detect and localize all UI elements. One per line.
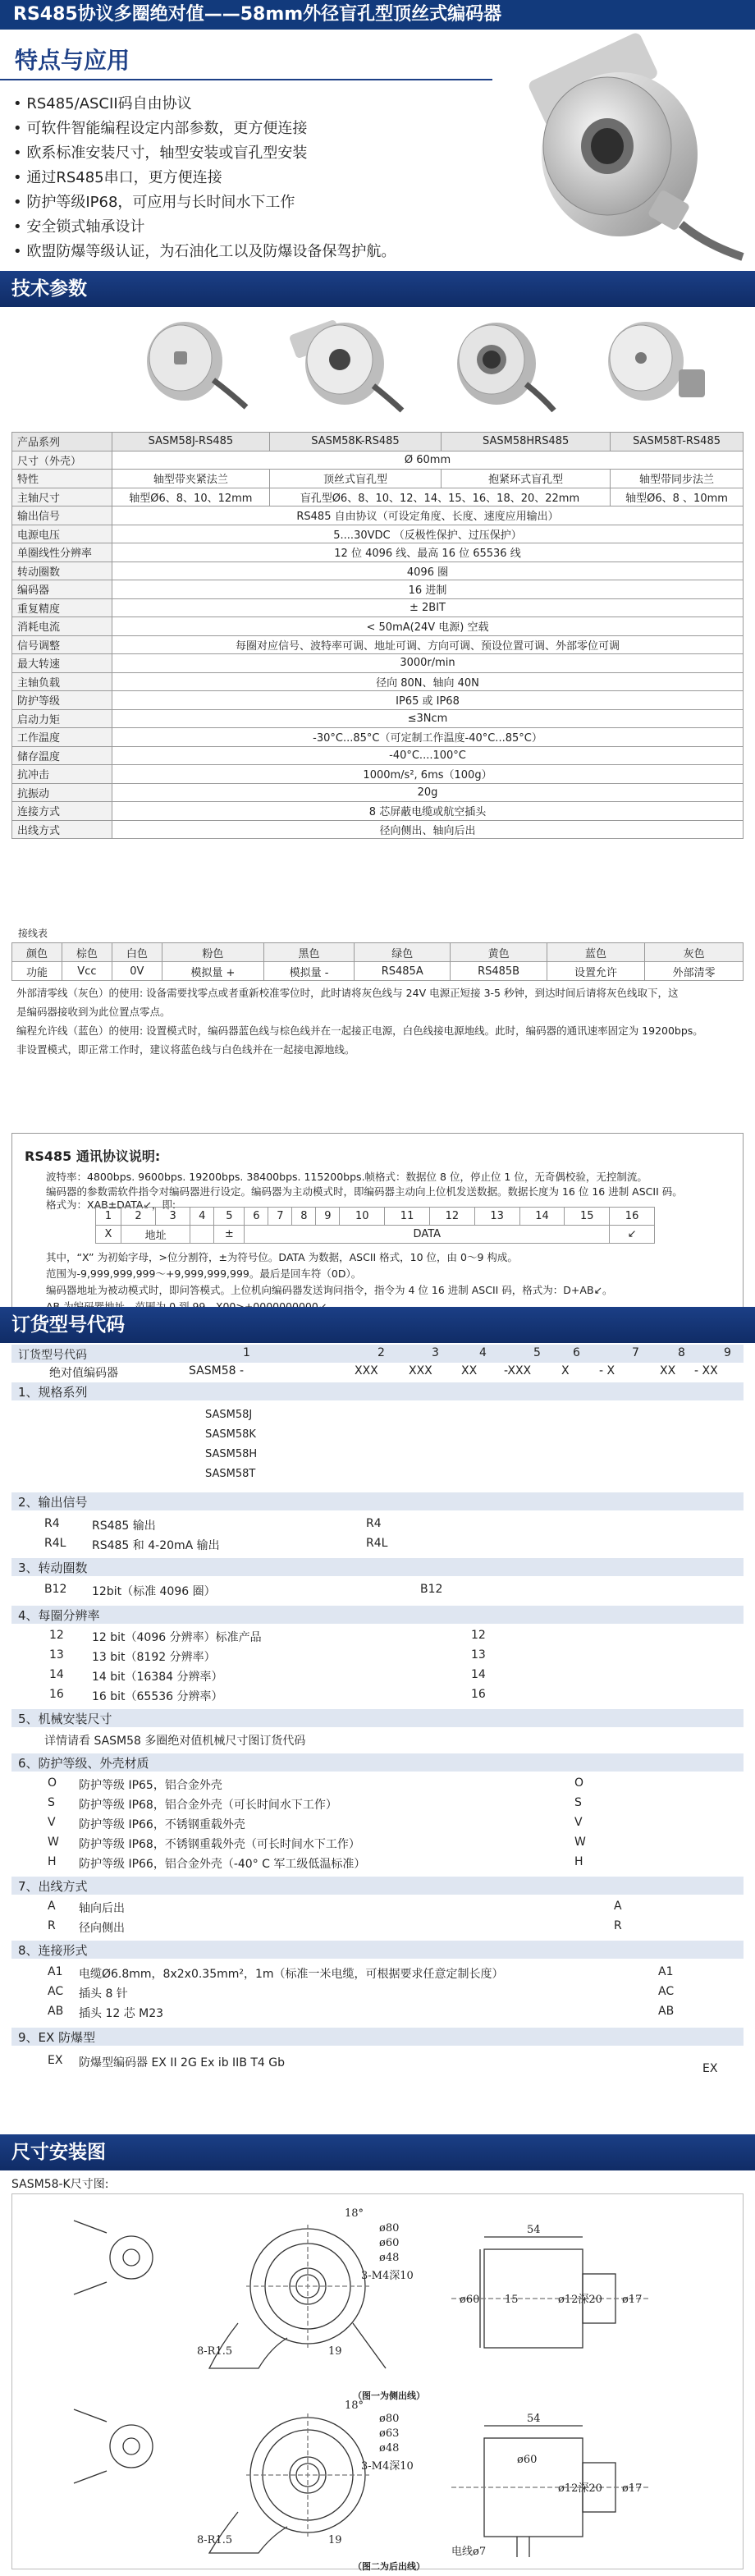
encoder-product-image (509, 31, 747, 261)
option-code: A1 (48, 1965, 63, 1978)
table-cell: X (96, 1226, 121, 1244)
encoder-photo-k (279, 310, 410, 417)
option-desc: RS485 输出 (92, 1519, 156, 1533)
dimension-label: ø17 (622, 2294, 643, 2306)
feature-item: • 欧盟防爆等级认证，为石油化工以及防爆设备保驾护航。 (13, 240, 489, 264)
table-row (12, 617, 744, 636)
option-value: R (614, 1919, 622, 1932)
code-placeholder: XX (461, 1364, 478, 1377)
option-desc: 插头 12 芯 M23 (79, 2007, 164, 2020)
table-cell: 15 (565, 1208, 610, 1226)
feature-item: • 可软件智能编程设定内部参数，更方便连接 (13, 117, 489, 141)
table-cell: 颜色 (12, 943, 62, 962)
option-value: A (614, 1900, 622, 1913)
table-cell: -40°C....100°C (112, 746, 744, 765)
section-header (11, 1606, 744, 1624)
series-option: SASM58J (205, 1409, 253, 1421)
dimension-label: 3-M4深10 (361, 2270, 414, 2282)
table-row (12, 962, 744, 981)
table-cell: 顶丝式盲孔型 (269, 470, 441, 488)
position-number: 8 (678, 1346, 685, 1359)
table-cell: 径向侧出、轴向后出 (112, 820, 744, 839)
dimension-label: ø12深20 (558, 2482, 602, 2495)
row-label: 信号调整 (12, 635, 112, 654)
dimension-label: 15 (505, 2294, 519, 2306)
section-header (11, 1558, 744, 1576)
option-code: 13 (49, 1648, 64, 1662)
wiring-notes (16, 983, 740, 1059)
table-cell: 5 (214, 1208, 245, 1226)
table-cell: 8 (292, 1208, 316, 1226)
option-desc: 16 bit（65536 分辨率） (92, 1690, 223, 1703)
section-title: 5、机械安装尺寸 (18, 1712, 112, 1726)
option-desc: 防护等级 IP65，铝合金外壳 (79, 1779, 222, 1792)
code-placeholder: XXX (409, 1364, 432, 1377)
table-cell: ↙ (610, 1226, 655, 1244)
feature-item: • 安全锁式轴承设计 (13, 215, 489, 240)
table-cell: SASM58HRS485 (442, 433, 611, 451)
features-heading: 特点与应用 (15, 47, 130, 74)
table-cell: 2 (121, 1208, 155, 1226)
table-row (12, 525, 744, 543)
table-cell: SASM58K-RS485 (269, 433, 441, 451)
series-option: SASM58H (205, 1448, 258, 1460)
table-cell: 地址 (121, 1226, 190, 1244)
option-code: V (48, 1816, 56, 1829)
table-cell: 黑色 (263, 943, 354, 962)
option-desc: 12bit（标准 4096 圈） (92, 1585, 216, 1598)
series-option: SASM58K (205, 1428, 256, 1441)
option-value: EX (702, 2062, 718, 2075)
option-value: AB (658, 2005, 675, 2018)
option-desc: 径向侧出 (79, 1922, 125, 1935)
section-header (11, 1709, 744, 1727)
model-prefix: SASM58 - (189, 1364, 245, 1377)
table-row (12, 488, 744, 506)
section-title: 2、输出信号 (18, 1495, 88, 1510)
option-value: AC (658, 1985, 675, 1998)
row-label: 电源电压 (12, 525, 112, 543)
table-cell: 3 (156, 1208, 190, 1226)
row-label: 工作温度 (12, 728, 112, 747)
table-cell: 13 (474, 1208, 519, 1226)
table-cell: 10 (340, 1208, 385, 1226)
table-cell: 黄色 (451, 943, 547, 962)
table-cell: 轴型Ø6、8、10、12mm (112, 488, 270, 506)
table-row (12, 580, 744, 599)
table-cell: 0V (112, 962, 162, 981)
table-row (96, 1208, 655, 1226)
table-cell: ± (214, 1226, 245, 1244)
option-value: 16 (471, 1688, 486, 1701)
table-cell: SASM58J-RS485 (112, 433, 270, 451)
figure-caption: （图一为侧出线） (353, 2390, 425, 2401)
section-header (11, 2028, 744, 2046)
dimension-label: 54 (527, 2413, 541, 2425)
code-placeholder: XX (660, 1364, 676, 1377)
section-header (11, 1382, 744, 1400)
table-cell: 8 芯屏蔽电缆或航空插头 (112, 802, 744, 821)
section-title: 1、规格系列 (18, 1385, 88, 1400)
option-value: R4 (366, 1517, 382, 1530)
option-code: EX (48, 2054, 63, 2067)
table-row (12, 598, 744, 617)
table-cell: -30°C...85°C（可定制工作温度-40°C...85°C） (112, 728, 744, 747)
section-header (11, 1753, 744, 1772)
section-header (11, 1941, 744, 1959)
table-cell: 16 进制 (112, 580, 744, 599)
table-row (96, 1226, 655, 1244)
row-label: 重复精度 (12, 598, 112, 617)
option-code: R (48, 1919, 56, 1932)
feature-item: • 欧系标准安装尺寸，轴型安装或盲孔型安装 (13, 141, 489, 166)
table-row (12, 746, 744, 765)
table-cell: 5....30VDC （反极性保护、过压保护） (112, 525, 744, 543)
table-cell: Ø 60mm (112, 451, 744, 470)
position-number: 4 (479, 1346, 487, 1359)
option-value: R4L (366, 1537, 388, 1550)
table-cell: 轴型Ø6、8 、10mm (611, 488, 744, 506)
option-desc: 防爆型编码器 EX II 2G Ex ib IIB T4 Gb (79, 2056, 286, 2070)
dimension-label: ø48 (379, 2252, 400, 2264)
table-cell: 14 (519, 1208, 565, 1226)
code-placeholder: - X (599, 1364, 615, 1377)
option-value: O (574, 1776, 584, 1790)
table-cell: 白色 (112, 943, 162, 962)
dimension-drawing-rear-outlet (25, 2397, 730, 2561)
table-cell: 12 位 4096 线、最高 16 位 65536 线 (112, 543, 744, 562)
encoder-photo-j (123, 310, 254, 417)
option-value: 12 (471, 1629, 486, 1642)
table-cell: ± 2BIT (112, 598, 744, 617)
table-cell: 轴型带同步法兰 (611, 470, 744, 488)
dimensions-subtitle: SASM58-K尺寸图: (11, 2178, 109, 2191)
table-cell: 设置允许 (547, 962, 645, 981)
option-desc: 13 bit（8192 分辨率） (92, 1651, 216, 1664)
table-cell: 功能 (12, 962, 62, 981)
table-cell: 棕色 (62, 943, 112, 962)
rs485-note: 范围为-9,999,999,999～+9,999,999,999。最后是回车符（0D）。 (46, 1267, 362, 1280)
table-cell: RS485B (451, 962, 547, 981)
option-desc: 插头 8 针 (79, 1987, 128, 2001)
table-cell: 模拟量 + (162, 962, 263, 981)
figure-caption: （图二为后出线） (353, 2561, 425, 2572)
dimension-label: ø80 (379, 2413, 400, 2425)
table-cell: 1 (96, 1208, 121, 1226)
dimension-label: 8-R1.5 (197, 2345, 233, 2358)
option-value: H (574, 1855, 583, 1868)
tech-heading: 技术参数 (0, 271, 755, 307)
dimension-label: ø63 (379, 2427, 400, 2440)
code-placeholder: - XX (694, 1364, 718, 1377)
option-desc: 轴向后出 (79, 1902, 125, 1915)
row-label: 编码器 (12, 580, 112, 599)
table-cell: 抱紧环式盲孔型 (442, 470, 611, 488)
dimension-label: 18° (345, 2207, 364, 2220)
wiring-table (11, 942, 744, 981)
row-label: 最大转速 (12, 654, 112, 673)
product-name: 绝对值编码器 (49, 1367, 118, 1380)
option-value: A1 (658, 1965, 674, 1978)
section-title: 7、出线方式 (18, 1879, 88, 1894)
table-cell: RS485 自由协议（可设定角度、长度、速度应用输出） (112, 506, 744, 525)
option-desc: 12 bit（4096 分辨率）标准产品 (92, 1631, 262, 1644)
rs485-title: RS485 通讯协议说明: (25, 1148, 161, 1164)
option-value: B12 (420, 1583, 443, 1596)
option-desc: 防护等级 IP68，不锈钢重载外壳（可长时间水下工作） (79, 1838, 360, 1851)
dimension-label: ø80 (379, 2222, 400, 2235)
row-label: 输出信号 (12, 506, 112, 525)
option-code: B12 (44, 1583, 67, 1596)
table-cell: 径向 80N、轴向 40N (112, 672, 744, 691)
dimension-label: ø60 (517, 2454, 538, 2466)
dimension-label: ø17 (622, 2482, 643, 2495)
table-row (12, 802, 744, 821)
table-row (12, 691, 744, 710)
table-cell: 4 (190, 1208, 214, 1226)
table-row (12, 820, 744, 839)
rs485-line: 格式为：XAB±DATA↙，即: (46, 1199, 176, 1211)
dimension-label: 3-M4深10 (361, 2460, 414, 2473)
option-code: 16 (49, 1688, 64, 1701)
note-line: 编程允许线（蓝色）的使用: 设置模式时，编码器蓝色线与棕色线并在一起接正电源，白色线接电源地线。此时，编码器的通讯速率固定为 19200bps。 (16, 1024, 703, 1037)
table-cell: 3000r/min (112, 654, 744, 673)
table-cell: 9 (316, 1208, 340, 1226)
table-cell: 6 (245, 1208, 268, 1226)
feature-item: • 通过RS485串口，更方便连接 (13, 166, 489, 190)
table-cell: ≤3Ncm (112, 709, 744, 728)
dimension-label: 8-R1.5 (197, 2534, 233, 2546)
position-number: 2 (378, 1346, 385, 1359)
ordering-heading: 订货型号代码 (0, 1307, 755, 1343)
option-desc: 14 bit（16384 分辨率） (92, 1671, 223, 1684)
row-label: 抗冲击 (12, 765, 112, 784)
row-label: 启动力矩 (12, 709, 112, 728)
feature-list (13, 92, 489, 264)
table-row (12, 543, 744, 562)
row-label: 特性 (12, 470, 112, 488)
code-placeholder: XXX (355, 1364, 378, 1377)
dimension-label: 18° (345, 2400, 364, 2412)
option-desc: 电缆Ø6.8mm，8x2x0.35mm²，1m（标准一米电缆，可根据要求任意定制长度） (79, 1968, 504, 1981)
table-row (12, 943, 744, 962)
page-title: RS485协议多圈绝对值——58mm外径盲孔型顶丝式编码器 (0, 0, 755, 30)
dimension-label: 54 (527, 2224, 541, 2236)
table-row (12, 672, 744, 691)
frame-format-table (95, 1207, 655, 1244)
table-cell: < 50mA(24V 电源) 空载 (112, 617, 744, 636)
dimension-label: ø60 (460, 2294, 480, 2306)
rs485-note: 其中，“X” 为初始字母，>位分割符，±为符号位。DATA 为数据，ASCII 格式，10 位，由 0～9 构成。 (46, 1251, 518, 1263)
table-cell: 模拟量 - (263, 962, 354, 981)
dimension-label: 19 (328, 2345, 342, 2358)
option-desc: RS485 和 4-20mA 输出 (92, 1539, 220, 1552)
position-number: 6 (573, 1346, 580, 1359)
divider (0, 79, 492, 80)
position-number: 3 (432, 1346, 439, 1359)
rs485-note: 编码器地址为被动模式时，即问答模式。上位机向编码器发送询问指令，指令为 4 位 16 进制 ASCII 码，格式为：D+AB↙。 (46, 1284, 613, 1296)
section-header (11, 1492, 744, 1510)
section-title: 9、EX 防爆型 (18, 2030, 96, 2045)
row-label: 主轴尺寸 (12, 488, 112, 506)
encoder-photo-t (587, 310, 718, 417)
row-label: 出线方式 (12, 820, 112, 839)
table-cell (190, 1226, 214, 1244)
note-line: 非设置模式，即正常工作时，建议将蓝色线与白色线并在一起接电源地线。 (16, 1043, 355, 1056)
table-row (12, 506, 744, 525)
table-row (12, 470, 744, 488)
position-number: 5 (533, 1346, 541, 1359)
row-label: 产品系列 (12, 433, 112, 451)
table-row (12, 654, 744, 673)
table-row (12, 709, 744, 728)
table-cell: 20g (112, 783, 744, 802)
table-cell: 7 (268, 1208, 292, 1226)
option-code: A (48, 1900, 56, 1913)
table-cell: 绿色 (355, 943, 451, 962)
row-label: 主轴负载 (12, 672, 112, 691)
option-code: R4 (44, 1517, 60, 1530)
table-row (12, 783, 744, 802)
option-code: O (48, 1776, 57, 1790)
wiring-label: 接线表 (18, 928, 48, 939)
dimension-label: 电线ø7 (451, 2546, 487, 2558)
code-placeholder: -XXX (504, 1364, 532, 1377)
row-label: 储存温度 (12, 746, 112, 765)
row-label: 尺寸（外壳） (12, 451, 112, 470)
table-cell: 盲孔型Ø6、8、10、12、14、15、16、18、20、22mm (269, 488, 610, 506)
position-number: 1 (243, 1346, 250, 1359)
dimension-label: ø12深20 (558, 2294, 602, 2306)
option-code: W (48, 1836, 59, 1849)
table-cell: 轴型带夹紧法兰 (112, 470, 270, 488)
section-title: 8、连接形式 (18, 1943, 88, 1958)
rs485-line: 编码器的参数需软件指令对编码器进行设定。编码器为主动模式时，即编码器主动向上位机发送数据。数据长度为 16 位 16 进制 ASCII 码。 (46, 1185, 683, 1198)
row-label: 连接方式 (12, 802, 112, 821)
table-cell: SASM58T-RS485 (611, 433, 744, 451)
table-row (12, 635, 744, 654)
table-cell: 灰色 (645, 943, 744, 962)
ordering-header-row (11, 1345, 744, 1363)
option-code: 14 (49, 1668, 64, 1681)
section-title: 4、每圈分辨率 (18, 1608, 100, 1623)
option-value: 14 (471, 1668, 486, 1681)
option-code: R4L (44, 1537, 66, 1550)
table-row (12, 433, 744, 451)
dimension-label: ø48 (379, 2442, 400, 2455)
position-number: 7 (632, 1346, 639, 1359)
option-code: 12 (49, 1629, 64, 1642)
option-desc: 防护等级 IP66，铝合金外壳（-40° C 军工级低温标准） (79, 1858, 366, 1871)
feature-item: • RS485/ASCII码自由协议 (13, 92, 489, 117)
option-value: S (574, 1796, 582, 1809)
series-option: SASM58T (205, 1468, 256, 1480)
option-value: 13 (471, 1648, 486, 1662)
option-code: AB (48, 2005, 64, 2018)
table-cell: 1000m/s², 6ms（100g） (112, 765, 744, 784)
rs485-line: 波特率：4800bps. 9600bps. 19200bps. 38400bps. 115200bps.帧格式：数据位 8 位，停止位 1 位，无奇偶校验，无控制流。 (46, 1171, 647, 1183)
note-line: 外部清零线（灰色）的使用: 设备需要找零点或者重新校准零位时，此时请将灰色线与 24V 电源正短接 3-5 秒钟，到达时间后请将灰色线取下，这 (16, 987, 679, 999)
dimensions-heading: 尺寸安装图 (0, 2134, 755, 2170)
feature-item: • 防护等级IP68，可应用与长时间水下工作 (13, 190, 489, 215)
section-title: 6、防护等级、外壳材质 (18, 1756, 149, 1771)
table-cell: RS485A (355, 962, 451, 981)
ordering-header-label: 订货型号代码 (18, 1349, 87, 1362)
table-cell: IP65 或 IP68 (112, 691, 744, 710)
row-label: 抗振动 (12, 783, 112, 802)
table-cell: 12 (429, 1208, 474, 1226)
row-label: 消耗电流 (12, 617, 112, 636)
encoder-photo-h (431, 310, 562, 417)
table-row (12, 765, 744, 784)
table-row (12, 451, 744, 470)
table-row (12, 561, 744, 580)
option-desc: 防护等级 IP68，铝合金外壳（可长时间水下工作） (79, 1799, 337, 1812)
option-desc: 防护等级 IP66，不锈钢重载外壳 (79, 1818, 245, 1831)
table-cell: DATA (245, 1226, 610, 1244)
option-value: W (574, 1836, 586, 1849)
dimension-label: 19 (328, 2534, 342, 2546)
table-row (12, 728, 744, 747)
table-cell: 4096 圈 (112, 561, 744, 580)
table-cell: 蓝色 (547, 943, 645, 962)
option-value: V (574, 1816, 583, 1829)
table-cell: 16 (610, 1208, 655, 1226)
table-cell: 外部清零 (645, 962, 744, 981)
row-label: 单圈线性分辨率 (12, 543, 112, 562)
option-code: H (48, 1855, 57, 1868)
section-title: 3、转动圈数 (18, 1561, 88, 1575)
option-code: S (48, 1796, 55, 1809)
dimension-label: ø60 (379, 2237, 400, 2249)
table-cell: 粉色 (162, 943, 263, 962)
table-cell: Vcc (62, 962, 112, 981)
note-line: 是编码器接收到为此位置点零点。 (16, 1006, 171, 1018)
row-label: 防护等级 (12, 691, 112, 710)
option-desc: 详情请看 SASM58 多圈绝对值机械尺寸图订货代码 (44, 1735, 306, 1748)
section-header (11, 1877, 744, 1895)
code-placeholder: X (561, 1364, 570, 1377)
position-number: 9 (724, 1346, 731, 1359)
row-label: 转动圈数 (12, 561, 112, 580)
spec-table (11, 432, 744, 839)
table-cell: 每圈对应信号、波特率可调、地址可调、方向可调、预设位置可调、外部零位可调 (112, 635, 744, 654)
table-cell: 11 (385, 1208, 430, 1226)
option-code: AC (48, 1985, 64, 1998)
dimension-drawing-side-outlet (25, 2200, 730, 2389)
